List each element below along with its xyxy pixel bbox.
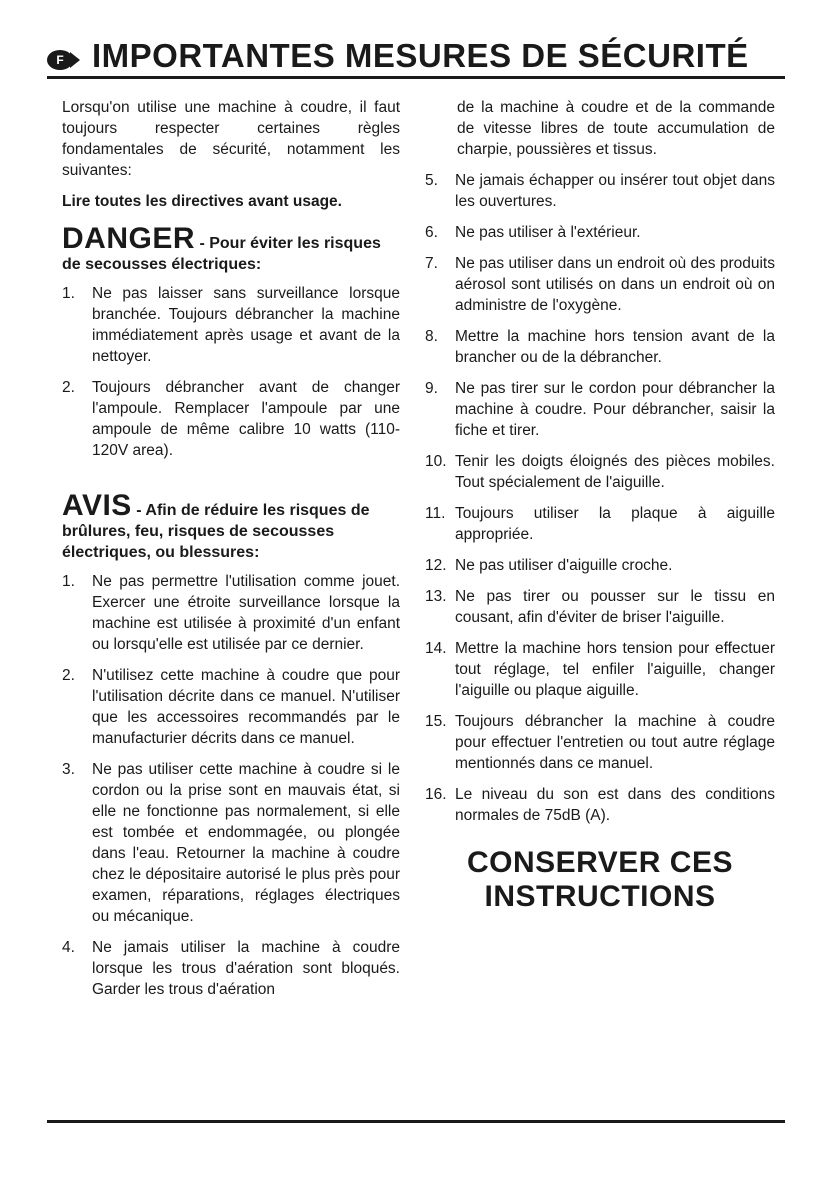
left-column — [62, 97, 400, 1010]
item-text: Ne jamais utiliser la machine à coudre lorsque les trous d'aération sont bloqués. Garder les trous d'aération — [92, 939, 400, 998]
item-number: 6. — [425, 224, 438, 241]
avis-keyword: AVIS — [62, 489, 132, 522]
page-header — [47, 30, 787, 78]
item-4-continuation: de la machine à coudre et de la commande de vitesse libres de toute accumulation de charpie, poussières et tissus. — [457, 99, 775, 158]
list-item — [62, 937, 400, 1000]
item-text: Le niveau du son est dans des conditions normales de 75dB (A). — [455, 786, 775, 824]
list-item — [425, 170, 775, 212]
item-text: Toujours utiliser la plaque à aiguille appropriée. — [455, 505, 775, 543]
item-number: 16. — [425, 786, 447, 803]
list-item — [425, 451, 775, 493]
item-number: 7. — [425, 255, 438, 272]
closing-line-1: CONSERVER CES — [466, 846, 733, 879]
item-text: Toujours débrancher avant de changer l'ampoule. Remplacer l'ampoule par une ampoule de même calibre 10 watts (110-120V area). — [92, 379, 400, 459]
item-number: 9. — [425, 380, 438, 397]
item-number: 3. — [62, 761, 75, 778]
read-all-directive: Lire toutes les directives avant usage. — [62, 193, 342, 210]
item-text: Ne pas permettre l'utilisation comme jouet. Exercer une étroite surveillance lorsque la machine est utilisée à proximité d'un enfant ou lorsqu'elle est utilisée par ce dernier. — [92, 573, 400, 653]
item-text: Toujours débrancher la machine à coudre pour effectuer l'entretien ou tout autre réglage mentionnés dans ce manuel. — [455, 713, 775, 772]
language-badge — [47, 50, 80, 70]
arrow-icon — [70, 52, 80, 68]
item-number: 5. — [425, 172, 438, 189]
item-number: 12. — [425, 557, 447, 574]
closing-callout — [425, 846, 775, 914]
item-text: Ne pas tirer ou pousser sur le tissu en cousant, afin d'éviter de briser l'aiguille. — [455, 588, 775, 626]
danger-list — [62, 283, 400, 461]
list-item — [425, 326, 775, 368]
danger-keyword: DANGER — [62, 222, 196, 255]
item-text: Ne pas tirer sur le cordon pour débrancher la machine à coudre. Pour débrancher, saisir la fiche et tirer. — [455, 380, 775, 439]
danger-subheading: - Pour éviter les risques de secousses électriques: — [62, 235, 381, 273]
avis-heading — [62, 489, 400, 563]
danger-heading — [62, 222, 400, 275]
item-text: Mettre la machine hors tension pour effectuer tout réglage, tel enfiler l'aiguille, changer l'aiguille ou plaque aiguille. — [455, 640, 775, 699]
item-number: 2. — [62, 379, 75, 396]
list-item — [425, 222, 775, 243]
item-text: Tenir les doigts éloignés des pièces mobiles. Tout spécialement de l'aiguille. — [455, 453, 775, 491]
avis-subheading: - Afin de réduire les risques de brûlures, feu, risques de secousses électriques, ou blessures: — [62, 502, 370, 561]
item-number: 8. — [425, 328, 438, 345]
list-item — [425, 378, 775, 441]
list-item — [62, 571, 400, 655]
list-item — [62, 665, 400, 749]
item-number: 11. — [425, 505, 446, 522]
item-text: Mettre la machine hors tension avant de la brancher ou de la débrancher. — [455, 328, 775, 366]
list-item — [425, 586, 775, 628]
page-title: IMPORTANTES MESURES DE SÉCURITÉ — [92, 37, 749, 74]
list-item — [425, 784, 775, 826]
list-item — [425, 638, 775, 701]
header-rule — [47, 76, 785, 79]
item-number: 4. — [62, 939, 75, 956]
footer-rule — [47, 1120, 785, 1123]
avis-list — [62, 571, 400, 1000]
list-item — [62, 759, 400, 927]
item-number: 14. — [425, 640, 447, 657]
right-column — [425, 97, 775, 914]
item-text: Ne jamais échapper ou insérer tout objet dans les ouvertures. — [455, 172, 775, 210]
item-number: 15. — [425, 713, 447, 730]
item-number: 13. — [425, 588, 447, 605]
avis-list-continued — [425, 170, 775, 826]
list-item — [62, 283, 400, 367]
item-text: Ne pas utiliser cette machine à coudre si le cordon ou la prise sont en mauvais état, si elle ne fonctionne pas normalement, si elle est tombée et endommagée, ou plongée dans l'eau. Retourner la machine à coudre chez le dépositaire autorisé le plus près pour examen, réparations, réglages électriques ou mécanique. — [92, 761, 400, 925]
list-item — [425, 253, 775, 316]
item-text: Ne pas laisser sans surveillance lorsque branchée. Toujours débrancher la machine immédiatement après usage et avant de la nettoyer. — [92, 285, 400, 365]
item-number: 10. — [425, 453, 447, 470]
item-number: 2. — [62, 667, 75, 684]
item-number: 1. — [62, 285, 75, 302]
language-badge-label: F — [47, 50, 73, 70]
item-text: Ne pas utiliser dans un endroit où des produits aérosol sont utilisés on dans un endroit où on administre de l'oxygène. — [455, 255, 775, 314]
item-text: N'utilisez cette machine à coudre que pour l'utilisation décrite dans ce manuel. N'utiliser que les accessoires recommandés par le manufacturier décrits dans ce manuel. — [92, 667, 400, 747]
closing-line-2: INSTRUCTIONS — [484, 880, 716, 913]
list-item — [425, 503, 775, 545]
item-text: Ne pas utiliser à l'extérieur. — [455, 224, 641, 241]
list-item — [62, 377, 400, 461]
list-item — [425, 555, 775, 576]
list-item — [425, 711, 775, 774]
item-number: 1. — [62, 573, 75, 590]
item-text: Ne pas utiliser d'aiguille croche. — [455, 557, 673, 574]
intro-paragraph: Lorsqu'on utilise une machine à coudre, il faut toujours respecter certaines règles fondamentales de sécurité, notamment les suivantes: — [62, 99, 400, 179]
